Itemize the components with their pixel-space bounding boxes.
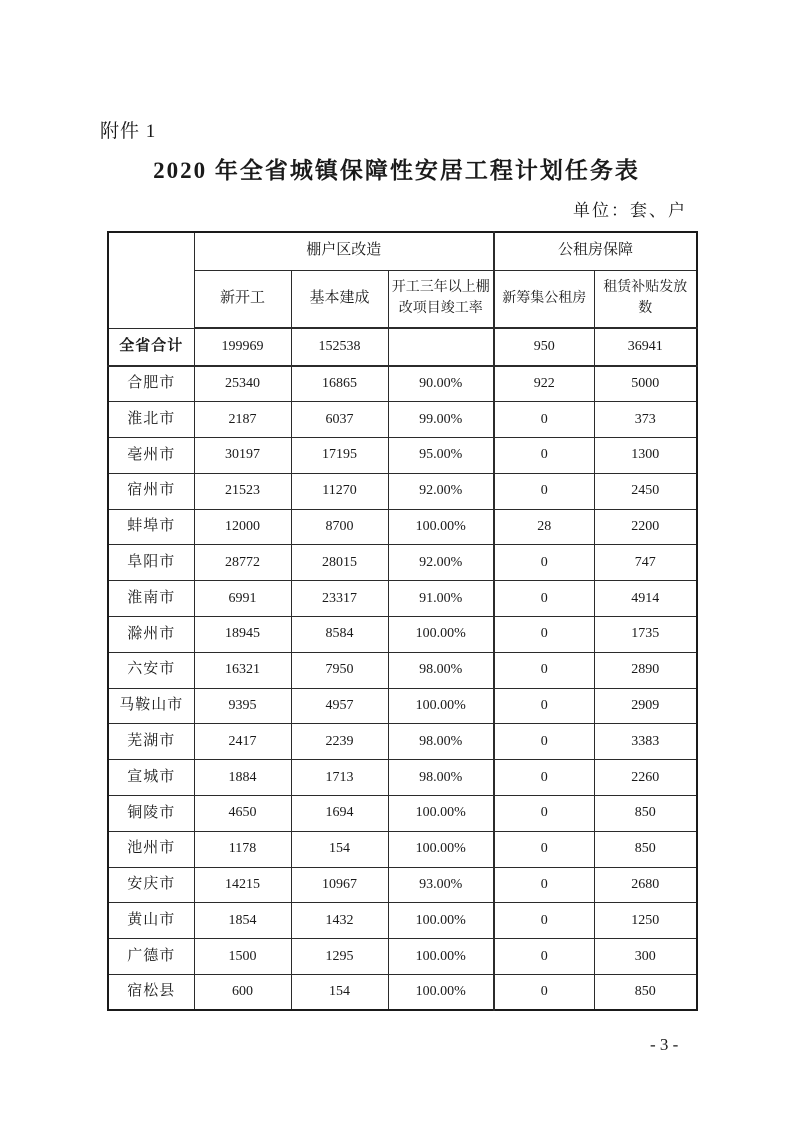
value-cell: 98.00%	[388, 724, 494, 760]
value-cell: 16865	[291, 366, 388, 402]
value-cell: 1854	[194, 903, 291, 939]
region-label: 淮南市	[108, 581, 194, 617]
value-cell: 0	[494, 796, 594, 832]
value-cell: 7950	[291, 652, 388, 688]
table-row	[108, 581, 697, 617]
value-cell: 600	[194, 975, 291, 1011]
value-cell: 25340	[194, 366, 291, 402]
value-cell: 300	[594, 939, 697, 975]
region-label: 亳州市	[108, 438, 194, 474]
value-cell: 0	[494, 581, 594, 617]
value-cell: 28772	[194, 545, 291, 581]
value-cell: 0	[494, 688, 594, 724]
value-cell: 21523	[194, 473, 291, 509]
region-label: 黄山市	[108, 903, 194, 939]
value-cell: 12000	[194, 509, 291, 545]
value-cell: 1500	[194, 939, 291, 975]
value-cell: 0	[494, 473, 594, 509]
value-cell: 4914	[594, 581, 697, 617]
table-row	[108, 438, 697, 474]
value-cell: 747	[594, 545, 697, 581]
table-row	[108, 617, 697, 653]
value-cell: 98.00%	[388, 652, 494, 688]
table-header	[108, 232, 697, 328]
value-cell: 2239	[291, 724, 388, 760]
unit-note: 单位：套、户	[573, 201, 687, 220]
region-label: 宿州市	[108, 473, 194, 509]
region-label: 池州市	[108, 831, 194, 867]
page-title: 2020 年全省城镇保障性安居工程计划任务表	[153, 158, 640, 183]
value-cell: 17195	[291, 438, 388, 474]
table-row	[108, 760, 697, 796]
table-row	[108, 545, 697, 581]
value-cell: 0	[494, 975, 594, 1011]
table-body	[108, 328, 697, 1010]
value-cell: 850	[594, 831, 697, 867]
value-cell: 16321	[194, 652, 291, 688]
table-row	[108, 903, 697, 939]
value-cell: 2417	[194, 724, 291, 760]
value-cell: 0	[494, 903, 594, 939]
value-cell: 922	[494, 366, 594, 402]
column-header-rental-subsidies: 租赁补贴发放数	[594, 270, 697, 328]
region-label: 淮北市	[108, 402, 194, 438]
column-header-completion-rate: 开工三年以上棚改项目竣工率	[388, 270, 494, 328]
value-cell: 100.00%	[388, 975, 494, 1011]
value-cell: 8584	[291, 617, 388, 653]
value-cell: 92.00%	[388, 545, 494, 581]
value-cell: 91.00%	[388, 581, 494, 617]
value-cell: 100.00%	[388, 903, 494, 939]
table-row	[108, 509, 697, 545]
value-cell: 1694	[291, 796, 388, 832]
value-cell: 1250	[594, 903, 697, 939]
value-cell: 850	[594, 975, 697, 1011]
column-group-row	[108, 232, 697, 270]
value-cell: 154	[291, 831, 388, 867]
column-group-public-rental: 公租房保障	[494, 232, 697, 270]
region-label: 安庆市	[108, 867, 194, 903]
value-cell: 100.00%	[388, 509, 494, 545]
region-label: 滁州市	[108, 617, 194, 653]
region-label: 合肥市	[108, 366, 194, 402]
value-cell: 95.00%	[388, 438, 494, 474]
value-cell: 98.00%	[388, 760, 494, 796]
value-cell: 0	[494, 867, 594, 903]
value-cell: 2450	[594, 473, 697, 509]
value-cell: 850	[594, 796, 697, 832]
value-cell: 0	[494, 724, 594, 760]
value-cell: 1735	[594, 617, 697, 653]
value-cell: 11270	[291, 473, 388, 509]
value-cell: 950	[494, 328, 594, 366]
region-label: 马鞍山市	[108, 688, 194, 724]
value-cell: 1295	[291, 939, 388, 975]
region-label: 全省合计	[108, 328, 194, 366]
region-label: 蚌埠市	[108, 509, 194, 545]
region-label: 芜湖市	[108, 724, 194, 760]
value-cell: 2260	[594, 760, 697, 796]
value-cell: 0	[494, 402, 594, 438]
column-header-basically-completed: 基本建成	[291, 270, 388, 328]
value-cell: 1178	[194, 831, 291, 867]
value-cell: 2909	[594, 688, 697, 724]
value-cell: 0	[494, 652, 594, 688]
value-cell: 100.00%	[388, 796, 494, 832]
value-cell: 28	[494, 509, 594, 545]
value-cell: 6991	[194, 581, 291, 617]
column-group-shantytown: 棚户区改造	[194, 232, 494, 270]
value-cell: 23317	[291, 581, 388, 617]
region-label: 阜阳市	[108, 545, 194, 581]
value-cell: 1884	[194, 760, 291, 796]
corner-cell	[108, 232, 194, 328]
value-cell: 6037	[291, 402, 388, 438]
total-row	[108, 328, 697, 366]
value-cell: 10967	[291, 867, 388, 903]
region-label: 宣城市	[108, 760, 194, 796]
value-cell: 0	[494, 939, 594, 975]
region-label: 宿松县	[108, 975, 194, 1011]
value-cell: 2890	[594, 652, 697, 688]
table-row	[108, 688, 697, 724]
attachment-label: 附件 1	[100, 121, 157, 142]
value-cell: 2200	[594, 509, 697, 545]
value-cell: 4650	[194, 796, 291, 832]
table-row	[108, 366, 697, 402]
value-cell: 100.00%	[388, 831, 494, 867]
value-cell: 14215	[194, 867, 291, 903]
value-cell: 0	[494, 831, 594, 867]
value-cell: 8700	[291, 509, 388, 545]
value-cell: 154	[291, 975, 388, 1011]
value-cell: 9395	[194, 688, 291, 724]
value-cell: 30197	[194, 438, 291, 474]
table-row	[108, 939, 697, 975]
value-cell: 2680	[594, 867, 697, 903]
region-label: 铜陵市	[108, 796, 194, 832]
table-row	[108, 473, 697, 509]
value-cell: 2187	[194, 402, 291, 438]
column-header-new-starts: 新开工	[194, 270, 291, 328]
value-cell: 99.00%	[388, 402, 494, 438]
value-cell	[388, 328, 494, 366]
table-row	[108, 652, 697, 688]
page-number: - 3 -	[650, 1035, 679, 1054]
value-cell: 0	[494, 438, 594, 474]
region-label: 广德市	[108, 939, 194, 975]
value-cell: 0	[494, 545, 594, 581]
value-cell: 100.00%	[388, 939, 494, 975]
value-cell: 100.00%	[388, 688, 494, 724]
table-row	[108, 831, 697, 867]
value-cell: 152538	[291, 328, 388, 366]
value-cell: 18945	[194, 617, 291, 653]
table-row	[108, 867, 697, 903]
region-label: 六安市	[108, 652, 194, 688]
table-row	[108, 402, 697, 438]
value-cell: 0	[494, 760, 594, 796]
value-cell: 36941	[594, 328, 697, 366]
table-row	[108, 975, 697, 1011]
column-header-new-public-rental: 新筹集公租房	[494, 270, 594, 328]
value-cell: 3383	[594, 724, 697, 760]
value-cell: 93.00%	[388, 867, 494, 903]
column-header-row	[108, 270, 697, 328]
table-row	[108, 796, 697, 832]
table-row	[108, 724, 697, 760]
value-cell: 28015	[291, 545, 388, 581]
value-cell: 90.00%	[388, 366, 494, 402]
value-cell: 0	[494, 617, 594, 653]
value-cell: 4957	[291, 688, 388, 724]
value-cell: 92.00%	[388, 473, 494, 509]
value-cell: 1300	[594, 438, 697, 474]
value-cell: 1432	[291, 903, 388, 939]
value-cell: 100.00%	[388, 617, 494, 653]
value-cell: 199969	[194, 328, 291, 366]
value-cell: 5000	[594, 366, 697, 402]
value-cell: 373	[594, 402, 697, 438]
value-cell: 1713	[291, 760, 388, 796]
plan-task-table	[107, 231, 698, 1011]
